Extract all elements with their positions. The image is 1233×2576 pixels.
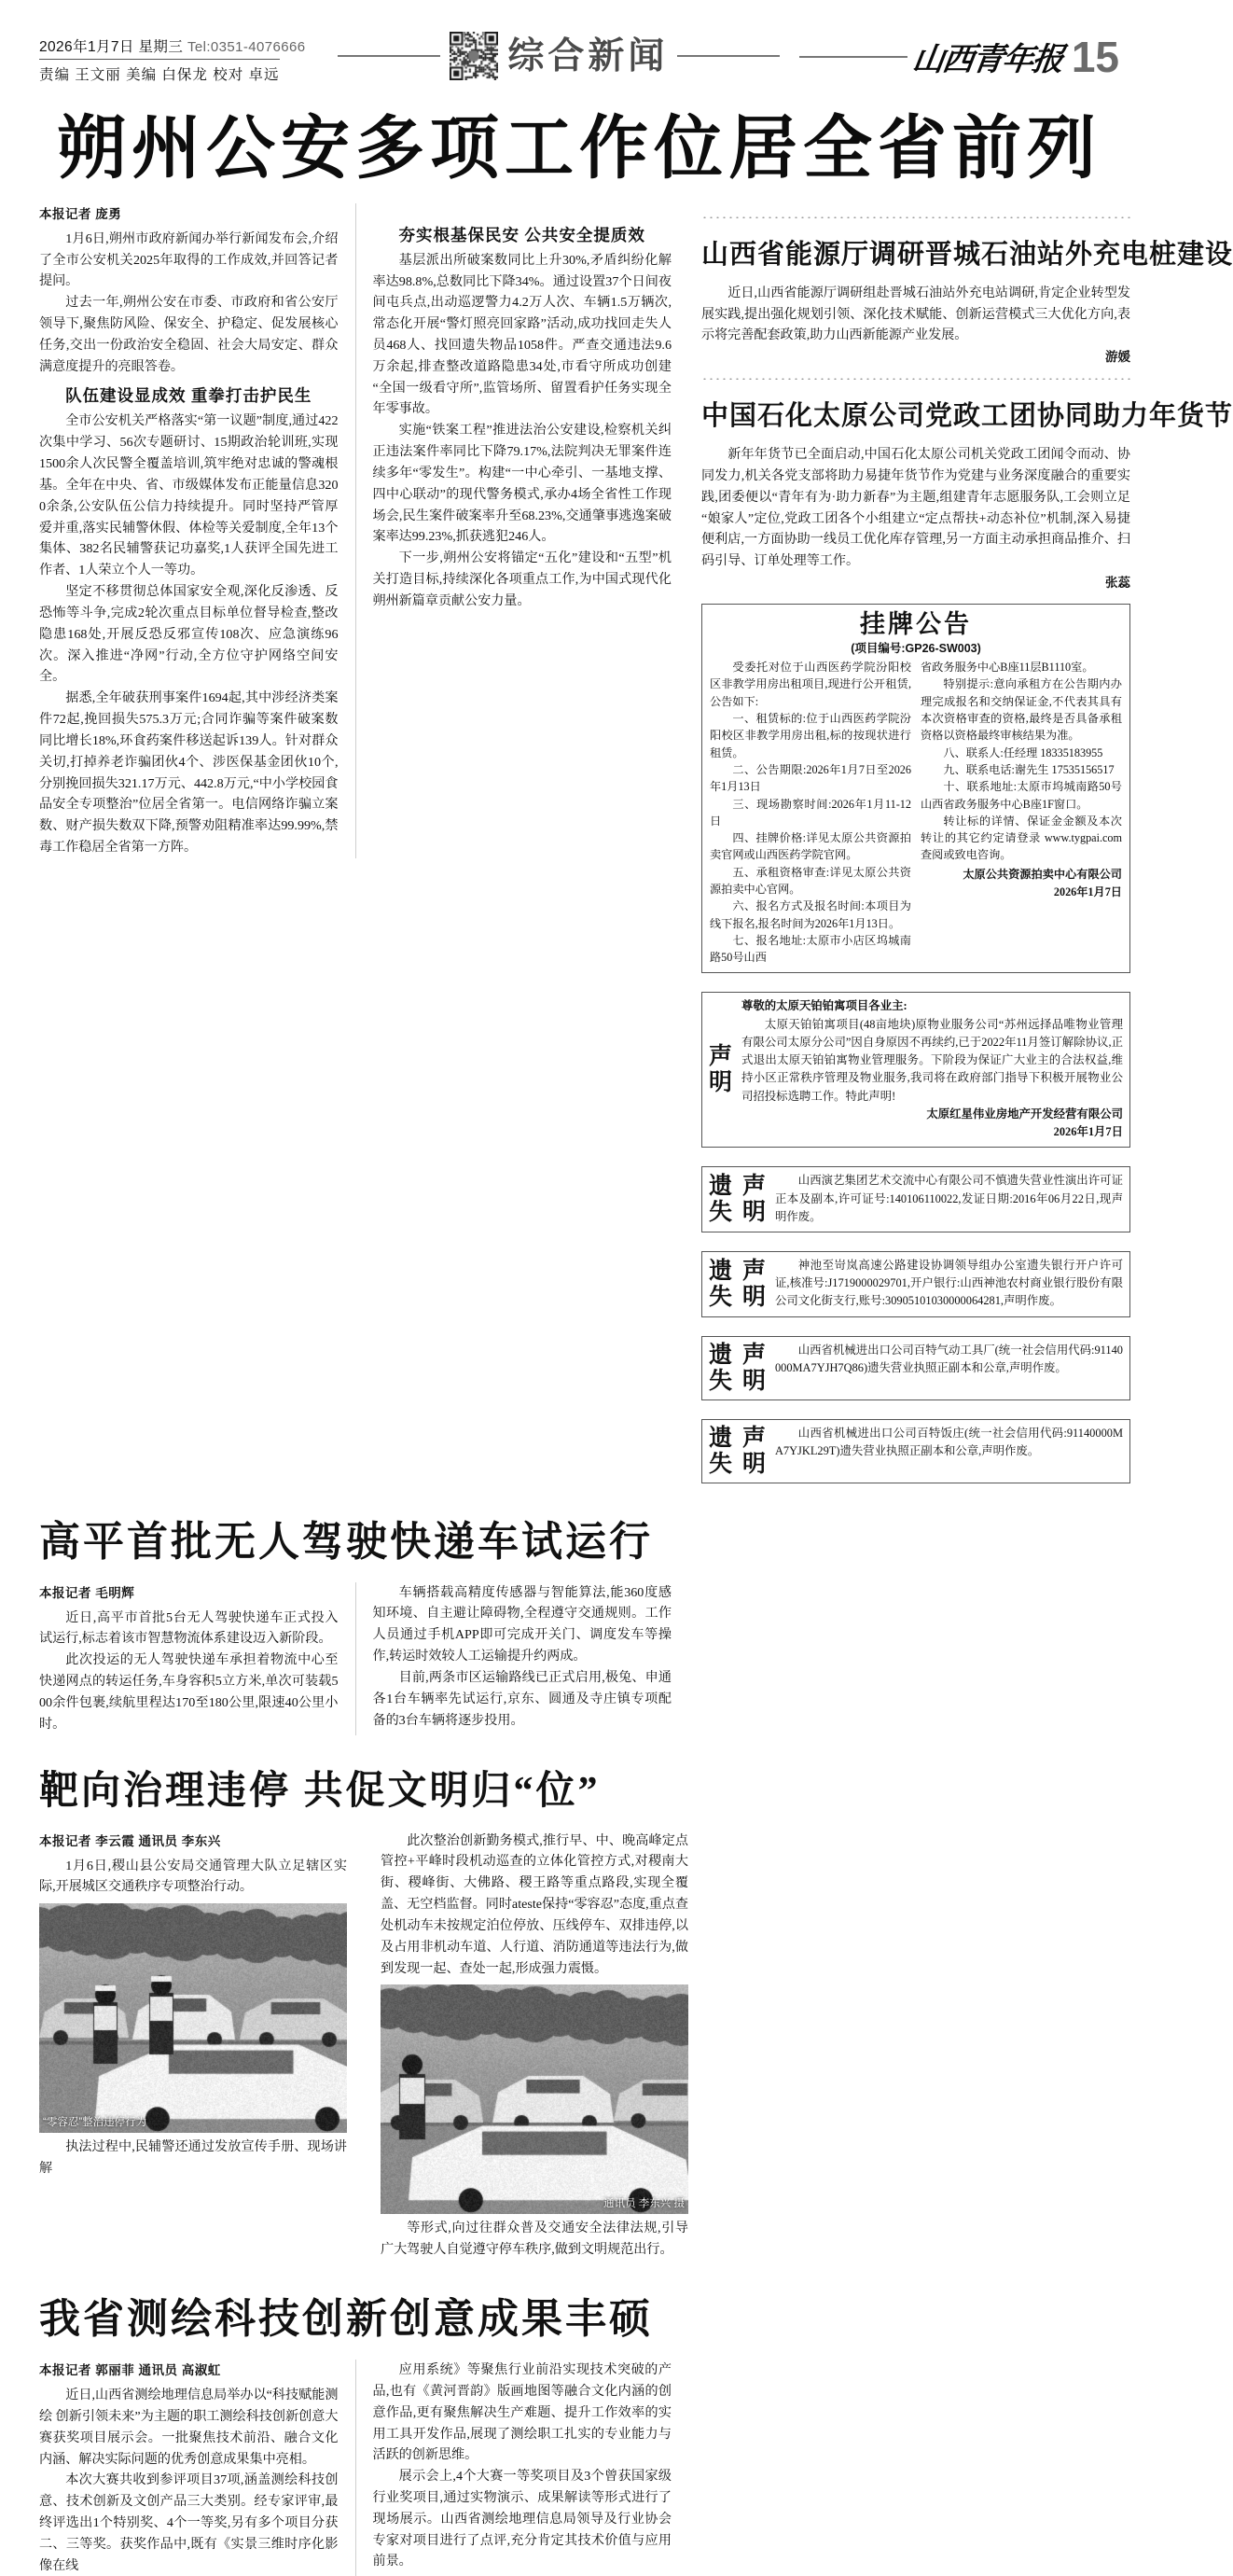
lead-article bbox=[39, 203, 672, 858]
declaration-company: 太原红星伟业房地产开发经营有限公司 bbox=[926, 1107, 1123, 1121]
declaration-mark bbox=[709, 1258, 768, 1310]
lead-sub1-para-1: 全市公安机关严格落实“第一议题”制度,通过422次集中学习、56次专题研讨、15期政治轮训班,实现1500余人次民警全覆盖培训,筑牢绝对忠诚的警魂根基。全年在中央、省、市级媒体发布正能量信息3200余条,公安队伍公信力持续提升。同时坚持严管厚爱并重,落实民辅警休假、体检等关爱制度,全年13个集体、382名民辅警获记功嘉奖,1人获评全国先进工作者、1人荣立个人一等功。 bbox=[39, 413, 339, 578]
declaration-mark bbox=[709, 1043, 734, 1095]
article-survey-para: 近日,山西省测绘地理信息局举办以“科技赋能测绘 创新引领未来”为主题的职工测绘科技创新创意大赛获奖项目展示会。一批聚焦技术前沿、融合文化内涵、解决实际问题的优秀创意成果集中亮相。 bbox=[39, 2388, 339, 2467]
editorial-credits: 责编 王文丽 美编 白保龙 校对 卓远 bbox=[39, 67, 280, 83]
listing-notice-col-right bbox=[921, 659, 1122, 966]
article-parking-para: 1月6日,稷山县公安局交通管理大队立足辖区实际,开展城区交通秩序专项整治行动。 bbox=[39, 1858, 347, 1895]
masthead-date-line bbox=[39, 35, 319, 56]
masthead bbox=[39, 28, 1119, 90]
declaration-body bbox=[775, 1257, 1123, 1311]
article-survey-col-1 bbox=[39, 2360, 339, 2576]
news-photo bbox=[39, 1903, 347, 2133]
column-divider-3 bbox=[355, 1582, 356, 1735]
rail-separator-2 bbox=[701, 378, 1130, 380]
lead-sub1-para-2: 坚定不移贯彻总体国家安全观,深化反渗透、反恐怖等斗争,完成2轮次重点目标单位督导检查,整改隐患168处,开展反恐反邪宣传108次、应急演练96次。深入推进“净网”行动,全方位守护网络空间安全。 bbox=[39, 584, 339, 685]
article-parking-para: 此次整治创新勤务模式,推行早、中、晚高峰定点管控+平峰时段机动巡查的立体化管控方式,对稷南大街、稷峰街、大佛路、稷王路等重点路段,实现全覆盖、无空档监督。同时ateste保持“零容忍”态度,重点查处机动车未按规定泊位停放、压线停车、双排违停,以及占用非机动车道、人行道、消防通道等违法行为,做到发现一起、查处一起,形成强力震慑。 bbox=[381, 1832, 688, 1976]
article-survey-col-2 bbox=[372, 2360, 672, 2576]
article-drone-headline: 高平首批无人驾驶快递车试运行 bbox=[39, 1518, 653, 1565]
masthead-left bbox=[39, 28, 319, 84]
qr-code-icon[interactable] bbox=[450, 32, 498, 80]
rail-separator-1 bbox=[701, 216, 1130, 218]
article-survey-para: 应用系统》等聚焦行业前沿实现技术突破的产品,也有《黄河晋韵》版画地图等融合文化内涵的创意作品,更有聚焦解决生产难题、提升工作效率的实用工具开发作品,展现了测绘职工扎实的专业能力与活跃的创新思维。 bbox=[372, 2362, 672, 2463]
listing-item: 六、报名方式及报名时间:本项目为线下报名,报名时间为2026年1月13日。 bbox=[710, 899, 911, 930]
article-parking-para: 等形式,向过往群众普及交通安全法律法规,引导广大驾驶人自觉遵守停车秩序,做到文明规范出行。 bbox=[381, 2221, 688, 2258]
rail-article-2-signature: 张蕊 bbox=[1105, 576, 1130, 591]
article-drone-para: 近日,高平市首批5台无人驾驶快递车正式投入试运行,标志着该市智慧物流体系建设迈入新阶段。 bbox=[39, 1609, 339, 1647]
listing-item: 十、联系地址:太原市坞城南路50号山西省政务服务中心B座1F窗口。 bbox=[921, 780, 1122, 811]
paper-logo: 山西青年报 bbox=[909, 43, 1064, 77]
lead-subhead-2: 夯实根基保民安 公共安全提质效 bbox=[398, 225, 645, 244]
lead-sub2-para-2: 实施“铁案工程”推进法治公安建设,检察机关纠正违法案件率同比下降79.17%,法院判决无罪案件连续多年“零发生”。构建“一中心牵引、一基地支撑、四中心联动”的现代警务模式,承办4场全省性工作现场会,民生案件破案率升至68.23%,交通肇事逃逸案破案率达99.23%,抓获逃犯246人。 bbox=[372, 423, 672, 545]
listing-notice-company: 太原公共资源拍卖中心有限公司 bbox=[963, 867, 1122, 881]
rail-article-2-body: 新年年货节已全面启动,中国石化太原公司机关党政工团闻令而动、协同发力,机关各党支部将助力易捷年货节作为党建与业务深度融合的重要实践,团委便以“青年有为·助力新春”为主题,组建青年志愿服务队,工会则立足“娘家人”定位,党政工团各个小组建立“定点帮扶+动态补位”机制,深入易捷便利店,一方面协助一线员工优化库存管理,另一方面主动承担商品推介、扫码引导、订单处理等工作。 bbox=[701, 447, 1130, 569]
declaration-salutation: 尊敬的太原天铂铂寓项目各业主: bbox=[741, 998, 907, 1012]
declaration-body bbox=[775, 1342, 1123, 1394]
listing-notice-columns bbox=[710, 659, 1122, 966]
declaration-mark-char: 失 明 bbox=[709, 1367, 768, 1394]
article-survey-byline: 本报记者 郭丽菲 通讯员 高淑虹 bbox=[39, 2363, 221, 2378]
masthead-center bbox=[319, 28, 799, 80]
right-rail bbox=[701, 203, 1233, 1483]
photo-caption: “零容忍”整治违停行为 bbox=[43, 2117, 147, 2129]
rail-article-1-signature: 游媛 bbox=[1105, 350, 1130, 365]
declaration-text: 神池至岢岚高速公路建设协调领导组办公室遗失银行开户许可证,核准号:J1719000029701,开户银行:山西神池农村商业银行股份有限公司文化街支行,账号:30905101030000064281,声明作废。 bbox=[774, 1258, 1123, 1308]
article-drone-col-2 bbox=[372, 1582, 672, 1735]
column-divider-5 bbox=[355, 2360, 356, 2576]
rail-article-2-headline: 中国石化太原公司党政工团协同助力年货节 bbox=[701, 401, 1233, 432]
article-drone-para: 目前,两条市区运输路线已正式启用,极兔、申通各1台车辆率先试运行,京东、圆通及寺庄镇专项配备的3台车辆将逐步投用。 bbox=[372, 1669, 672, 1728]
declaration-text: 山西省机械进出口公司百特饭庄(统一社会信用代码:91140000MA7YJKL29T)遗失营业执照正副本和公章,声明作废。 bbox=[774, 1426, 1123, 1457]
page-title: 朔州公安多项工作位居全省前列 bbox=[57, 111, 1101, 188]
article-parking-columns bbox=[39, 1831, 688, 2261]
article-drone-para: 车辆搭载高精度传感器与智能算法,能360度感知环境、自主避让障碍物,全程遵守交通规则。工作人员通过手机APP即可完成开关门、调度发车等操作,转运时效较人工运输提升约两成。 bbox=[372, 1584, 672, 1664]
declaration-mark-char: 失 明 bbox=[709, 1283, 768, 1310]
declaration-mark-char: 声 bbox=[709, 1042, 735, 1069]
column-divider-1 bbox=[355, 203, 356, 858]
article-parking-byline: 本报记者 李云霞 通讯员 李东兴 bbox=[39, 1833, 221, 1848]
listing-item: 省政务服务中心B座11层B1110室。 bbox=[921, 661, 1094, 675]
article-parking-headline: 靶向治理违停 共促文明归“位” bbox=[39, 1769, 601, 1813]
declaration-text: 山西演艺集团艺术交流中心有限公司不慎遗失营业性演出许可证正本及副本,许可证号:140106110022,发证日期:2016年06月22日,现声明作废。 bbox=[774, 1174, 1123, 1223]
declaration-mark bbox=[709, 1342, 768, 1394]
masthead-rule-left bbox=[338, 55, 440, 57]
masthead-right bbox=[799, 28, 1119, 79]
article-drone-col-1 bbox=[39, 1582, 339, 1735]
declaration-date: 2026年1月7日 bbox=[1053, 1125, 1123, 1139]
declaration-box bbox=[701, 1336, 1130, 1400]
listing-notice-title: 挂牌公告 bbox=[860, 610, 972, 639]
article-parking-col-2 bbox=[381, 1831, 688, 2261]
listing-item: 受委托对位于山西医药学院汾阳校区非教学用房出租项目,现进行公开租赁,公告如下: bbox=[710, 661, 911, 708]
declaration-mark-char: 失 明 bbox=[709, 1199, 768, 1226]
listing-item: 五、承租资格审查:详见太原公共资源拍卖中心官网。 bbox=[710, 865, 911, 897]
lead-column-2 bbox=[372, 203, 672, 858]
article-survey-headline: 我省测绘科技创新创意成果丰硕 bbox=[39, 2296, 653, 2343]
lead-byline: 本报记者 庞勇 bbox=[39, 206, 122, 221]
article-parking-col-1 bbox=[39, 1831, 347, 2261]
section-title: 综合新闻 bbox=[507, 35, 669, 77]
article-parking bbox=[39, 1760, 688, 2261]
declaration-mark-char: 遗 声 bbox=[709, 1257, 768, 1284]
listing-item: 二、公告期限:2026年1月7日至2026年1月13日 bbox=[710, 762, 911, 794]
article-survey-para: 本次大赛共收到参评项目37项,涵盖测绘科技创意、技术创新及文创产品三大类别。经专家评审,最终评选出1个特别奖、4个一等奖,另有多个项目分获二、三等奖。获奖作品中,既有《实景三维时序化影像在线 bbox=[39, 2472, 339, 2573]
masthead-divider bbox=[39, 59, 280, 60]
lead-column-1 bbox=[39, 203, 339, 858]
declaration-box bbox=[701, 1251, 1130, 1317]
declaration-box bbox=[701, 992, 1130, 1149]
declaration-body bbox=[741, 997, 1123, 1142]
article-parking-para: 执法过程中,民辅警还通过发放宣传手册、现场讲解 bbox=[39, 2139, 347, 2177]
news-photo-continuation bbox=[381, 1984, 688, 2214]
listing-item: 九、联系电话:谢先生 17535156517 bbox=[943, 762, 1115, 776]
phone-number: Tel:0351-4076666 bbox=[187, 39, 306, 55]
declaration-mark bbox=[709, 1173, 768, 1225]
photo-credit: 通讯员 李东兴 摄 bbox=[603, 2198, 685, 2210]
lead-para-2: 过去一年,朔州公安在市委、市政府和省公安厅领导下,聚焦防风险、保安全、护稳定、促发展核心任务,交出一份政治安全稳固、社会大局安定、群众满意度提升的亮眼答卷。 bbox=[39, 295, 339, 374]
publication-date: 2026年1月7日 星期三 bbox=[39, 39, 184, 55]
rail-article-1-body: 近日,山西省能源厅调研组赴晋城石油站外充电站调研,肯定企业转型发展实践,提出强化规划引领、深化技术赋能、创新运营模式三大优化方向,表示将完善配套政策,助力山西新能源产业发展。 bbox=[701, 285, 1130, 343]
listing-item: 一、租赁标的:位于山西医药学院汾阳校区非教学用房出租,标的按现状进行租赁。 bbox=[710, 712, 911, 759]
declaration-mark-char: 失 明 bbox=[709, 1450, 768, 1477]
article-drone-byline: 本报记者 毛明辉 bbox=[39, 1585, 135, 1600]
article-survey bbox=[39, 2285, 672, 2576]
article-drone bbox=[39, 1508, 672, 1735]
page-number: 15 bbox=[1071, 32, 1119, 81]
listing-notice-date: 2026年1月7日 bbox=[1053, 884, 1122, 898]
declaration-text: 太原天铂铂寓项目(48亩地块)原物业服务公司“苏州远择品唯物业管理有限公司太原分公司”因自身原因不再续约,已于2022年11月签订解除协议,正式退出太原天铂铂寓物业管理服务。下阶段为保证广大业主的合法权益,维持小区正常秩序管理及物业服务,我司将在政府部门指导下积极开展物业公司招投标选聘工作。特此声明! bbox=[741, 1017, 1123, 1103]
lead-subhead-1: 队伍建设显成效 重拳打击护民生 bbox=[65, 386, 312, 406]
declaration-box bbox=[701, 1419, 1130, 1483]
lead-para-1: 1月6日,朔州市政府新闻办举行新闻发布会,介绍了全市公安机关2025年取得的工作成效,并回答记者提问。 bbox=[39, 230, 339, 289]
masthead-rule-right bbox=[677, 55, 780, 57]
declaration-body bbox=[775, 1172, 1123, 1226]
declaration-mark-char: 遗 声 bbox=[709, 1424, 768, 1451]
lead-sub1-para-3: 据悉,全年破获刑事案件1694起,其中涉经济类案件72起,挽回损失575.3万元;合同诈骗等案件破案数同比增长18%,环食药案件移送起诉139人。针对群众关切,打掉养老诈骗团伙4个、涉医保基金团伙10个,分别挽回损失321.17万元、442.8万元,“中小学校园食品安全专项整治”位居全省第一。电信网络诈骗立案数、财产损失数双下降,预警劝阻精准率达99.99%,禁毒工作稳居全省第一方阵。 bbox=[39, 690, 339, 856]
declaration-mark-char: 明 bbox=[709, 1068, 735, 1095]
listing-item: 七、报名地址:太原市小店区坞城南路50号山西 bbox=[710, 933, 911, 965]
listing-item: 特别提示:意向承租方在公告期内办理完成报名和交纳保证金,不代表其具有本次资格审查的资格,最终是否具备承租资格以资格最终审核结果为准。 bbox=[921, 677, 1122, 743]
article-drone-columns bbox=[39, 1582, 672, 1735]
listing-notice-project-id: (项目编号:GP26-SW003) bbox=[851, 642, 981, 656]
lead-headline-wrap bbox=[39, 111, 1119, 188]
article-survey-columns bbox=[39, 2360, 672, 2576]
declaration-mark-char: 遗 声 bbox=[709, 1173, 768, 1200]
rail-article-1-headline: 山西省能源厅调研晋城石油站外充电桩建设 bbox=[701, 239, 1233, 270]
listing-notice-col-left bbox=[710, 659, 911, 966]
declaration-mark-char: 遗 声 bbox=[709, 1341, 768, 1368]
declaration-body bbox=[775, 1425, 1123, 1477]
listing-item: 转让标的详情、保证金金额及本次转让的其它约定请登录 www.tygpai.com 查阅或致电咨询。 bbox=[921, 814, 1122, 862]
article-survey-para: 展示会上,4个大赛一等奖项目及3个曾获国家级行业奖项目,通过实物演示、成果解读等形式进行了现场展示。山西省测绘地理信息局领导及行业协会专家对项目进行了点评,充分肯定其技术价值与应用前景。 bbox=[372, 2469, 672, 2569]
zone-top bbox=[39, 203, 1233, 1483]
declaration-box bbox=[701, 1166, 1130, 1232]
declaration-mark bbox=[709, 1425, 768, 1477]
lead-sub2-para-3: 下一步,朔州公安将锚定“五化”建设和“五型”机关打造目标,持续深化各项重点工作,为中国式现代化朔州新篇章贡献公安力量。 bbox=[372, 550, 672, 608]
lead-sub2-para-1: 基层派出所破案数同比上升30%,矛盾纠纷化解率达98.8%,总数同比下降34%。通过设置37个日间夜间屯兵点,出动巡逻警力4.2万人次、车辆1.5万辆次,常态化开展“警灯照亮回家路”活动,成功找回走失人员468人、找回遗失物品1058件。严查交通违法9.6万余起,排查整改道路隐患34处,市看守所成功创建“全国一级看守所”,监管场所、留置看护任务实现全年零事故。 bbox=[372, 252, 672, 417]
article-drone-para: 此次投运的无人驾驶快递车承担着物流中心至快递网点的转运任务,车身容积5立方米,单次可装载500余件包裹,续航里程达170至180公里,限速40公里小时。 bbox=[39, 1652, 339, 1732]
masthead-rule-far-right bbox=[799, 56, 907, 58]
listing-item: 八、联系人:任经理 18335183955 bbox=[943, 745, 1103, 759]
listing-item: 三、现场勘察时间:2026年1月11-12日 bbox=[710, 797, 911, 828]
listing-notice-box bbox=[701, 604, 1130, 972]
declaration-text: 山西省机械进出口公司百特气动工具厂(统一社会信用代码:91140000MA7YJH7Q86)遗失营业执照正副本和公章,声明作废。 bbox=[774, 1343, 1123, 1374]
listing-item: 四、挂牌价格:详见太原公共资源拍卖官网或山西医药学院官网。 bbox=[710, 831, 911, 862]
